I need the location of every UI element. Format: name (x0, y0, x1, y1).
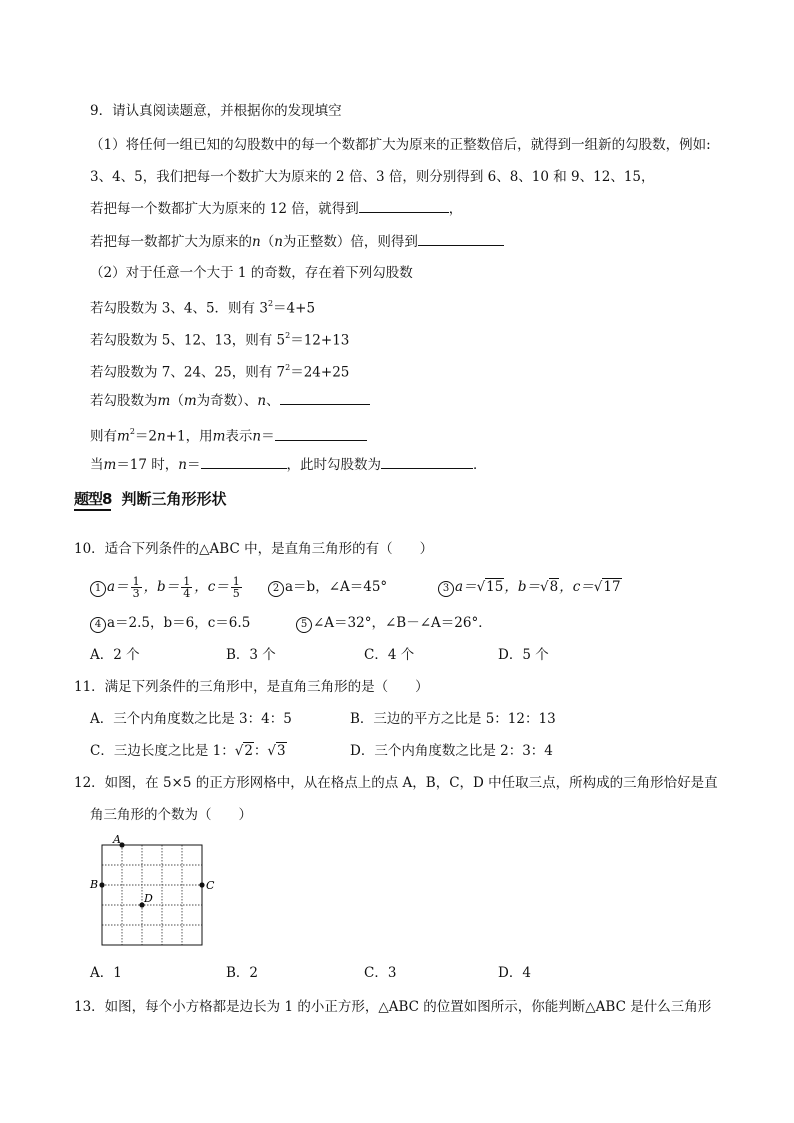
q11-option-d[interactable]: D．三个内角度数之比是 2：3：4 (350, 743, 553, 759)
text: 为正整数）倍，则得到 (282, 234, 418, 250)
q12-option-d[interactable]: D．4 (498, 965, 531, 981)
circled-number: 2 (268, 581, 284, 597)
var-n: n (257, 393, 267, 409)
var-m: m (117, 428, 130, 445)
q12-option-c[interactable]: C．3 (364, 965, 397, 981)
text: 当 (90, 457, 104, 473)
q10-condition-3 (438, 578, 622, 597)
text: ＝ (261, 428, 275, 445)
q10-option-a[interactable]: A．2 个 (90, 647, 140, 663)
var-n: n (274, 234, 283, 250)
text: ，b＝ (504, 579, 541, 595)
denominator: 3 (132, 587, 140, 600)
q9-part2-line4 (90, 392, 370, 410)
sqrt: √8 (540, 579, 559, 595)
radicand: 8 (549, 579, 559, 595)
text: 若把每一个数都扩大为原来的 12 倍，就得到 (90, 201, 359, 217)
sqrt: √17 (593, 579, 621, 595)
circled-number: 3 (438, 581, 454, 597)
text: ＝12+13 (290, 332, 350, 349)
var-n: n (178, 457, 187, 473)
text: ，c＝ (559, 579, 594, 595)
q9-part2-line1 (90, 296, 315, 318)
sqrt: √15 (476, 579, 504, 595)
answer-blank[interactable] (381, 456, 473, 469)
text: 若把每一数都扩大为原来的 (90, 234, 252, 250)
text: a＝b，∠A＝45° (285, 579, 388, 595)
var-n: n (252, 428, 262, 445)
q9-part2-line5 (90, 424, 367, 446)
text: 若勾股数为 3、4、5．则有 3 (90, 300, 268, 317)
q9-part1-question-b (90, 233, 504, 251)
text: 若勾股数为 5、12、13，则有 5 (90, 332, 286, 349)
superscript: 2 (267, 299, 274, 308)
answer-blank[interactable] (418, 233, 504, 246)
text: ，c＝ (194, 579, 229, 595)
text: 若勾股数为 7、24、25，则有 7 (90, 364, 286, 381)
q11-title: 11．满足下列条件的三角形中，是直角三角形的是（ ） (74, 679, 429, 695)
denominator: 5 (232, 587, 240, 600)
text: ， (448, 201, 463, 217)
text: ，此时勾股数为 (286, 457, 381, 473)
circled-number: 4 (90, 617, 106, 633)
q13-line1: 13．如图，每个小方格都是边长为 1 的小正方形，△ABC 的位置如图所示，你能判断△ABC 是什么三角形 (74, 999, 712, 1015)
numerator: 1 (183, 575, 191, 588)
answer-blank[interactable] (359, 200, 449, 213)
text: ，b＝ (143, 579, 180, 595)
var-n: n (157, 428, 166, 445)
q10-option-d[interactable]: D．5 个 (498, 647, 549, 663)
q12-line2: 角三角形的个数为（ ） (90, 807, 252, 823)
superscript: 2 (129, 427, 135, 436)
text: 表示 (225, 428, 253, 445)
section-title: 判断三角形形状 (121, 490, 227, 508)
q9-part2: （2）对于任意一个大于 1 的奇数，存在着下列勾股数 (90, 265, 413, 281)
q10-option-c[interactable]: C．4 个 (364, 647, 415, 663)
radicand: 15 (486, 579, 504, 595)
q9-part2-line2 (90, 328, 349, 350)
text: 若勾股数为 (90, 393, 158, 409)
var-n: n (252, 234, 261, 250)
superscript: 2 (285, 331, 291, 340)
sqrt: √2 (234, 743, 253, 759)
q9-part2-line3 (90, 360, 349, 382)
answer-blank[interactable] (201, 456, 287, 469)
answer-blank[interactable] (280, 392, 370, 405)
q10-option-b[interactable]: B．3 个 (226, 647, 276, 663)
text: ＝4+5 (273, 300, 316, 317)
radicand: 17 (603, 579, 621, 595)
q9-part1-example: 3、4、5，我们把每一个数扩大为原来的 2 倍、3 倍，则分别得到 6、8、10 和 9、12、15， (90, 169, 655, 185)
text: ＝17 时， (116, 457, 179, 473)
q12-line1: 12．如图，在 5×5 的正方形网格中，从在格点上的点 A，B，C，D 中任取三点，所构成的三角形恰好是直 (74, 775, 718, 791)
text: a＝2.5，b＝6，c＝6.5 (107, 615, 251, 631)
q10-condition-4 (90, 614, 250, 633)
denominator: 4 (183, 587, 191, 600)
label-a: A (113, 833, 121, 846)
numerator: 1 (232, 575, 240, 588)
text: C．三边长度之比是 1： (90, 743, 235, 759)
q9-part1-question-a (90, 200, 462, 218)
q11-option-b[interactable]: B．三边的平方之比是 5：12：13 (350, 711, 556, 727)
q10-condition-2 (268, 578, 387, 597)
var-m: m (157, 393, 171, 409)
point-c (199, 882, 204, 887)
section-heading (74, 488, 226, 511)
text: ＝2 (134, 428, 157, 445)
text: 、 (266, 393, 280, 409)
label-b: B (90, 878, 99, 891)
sqrt: √3 (267, 743, 286, 759)
numerator: 1 (132, 575, 140, 588)
fraction (131, 576, 142, 599)
text: a＝ (455, 579, 477, 595)
q12-option-b[interactable]: B．2 (226, 965, 259, 981)
text: ∠A＝32°，∠B－∠A＝26°． (313, 615, 492, 631)
grid-figure (84, 830, 224, 954)
text: a＝ (107, 579, 129, 595)
q12-option-a[interactable]: A．1 (90, 965, 122, 981)
text: ： (253, 743, 268, 759)
text: ＝ (187, 457, 201, 473)
text: +1，用 (165, 428, 213, 445)
label-d: D (144, 892, 153, 905)
radicand: 3 (277, 743, 286, 759)
q11-option-c[interactable] (90, 742, 287, 760)
point-b (99, 882, 104, 887)
circled-number: 5 (296, 617, 312, 633)
var-m: m (183, 393, 197, 409)
q10-title: 10．适合下列条件的△ABC 中，是直角三角形的有（ ） (74, 541, 434, 557)
section-tag: 题型8 (74, 488, 111, 511)
label-c: C (206, 879, 215, 892)
text: （ (260, 234, 275, 250)
q10-condition-1 (90, 574, 244, 600)
q9-part1: （1）将任何一组已知的勾股数中的每一个数都扩大为原来的正整数倍后，就得到一组新的勾股数，例如: (90, 137, 711, 153)
text: ＝24+25 (290, 364, 350, 381)
answer-blank[interactable] (275, 428, 367, 441)
circled-number: 1 (90, 581, 106, 597)
q10-condition-5 (296, 614, 492, 633)
text: 为奇数）、 (196, 393, 258, 409)
superscript: 2 (285, 363, 291, 372)
text: 则有 (90, 428, 117, 445)
q9-part2-line6 (90, 456, 487, 474)
radicand: 2 (244, 743, 253, 759)
fraction (181, 576, 192, 599)
var-m: m (103, 457, 117, 473)
var-m: m (212, 428, 226, 445)
text: ． (473, 457, 487, 473)
text: （ (170, 393, 184, 409)
fraction (231, 576, 242, 599)
q11-option-a[interactable]: A．三个内角度数之比是 3：4：5 (90, 711, 292, 727)
q9-title: 9．请认真阅读题意，并根据你的发现填空 (90, 103, 342, 119)
